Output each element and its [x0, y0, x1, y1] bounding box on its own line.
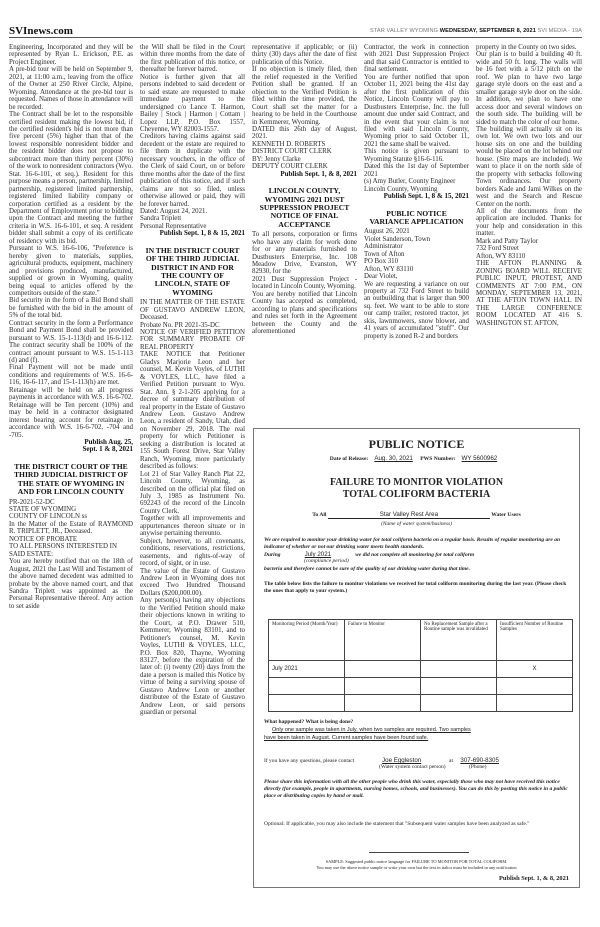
table-intro: The table below lists the failure to monitor violations we received for total coliform monitoring during the last year. (Please check the ones that apply to your system.)	[264, 581, 567, 594]
text-line: 732 Ford Street	[476, 245, 519, 253]
publish-dates: Publish Sept. 1, 8 & 15, 2021	[383, 192, 469, 201]
text-line: PO Box 310	[364, 258, 399, 266]
what-happened-answer: have been taken in August. Current samples have been found safe.	[264, 735, 429, 741]
system-name: Star Valley Rest Area	[328, 511, 490, 519]
contact-prefix: If you have any questions, please contact	[264, 758, 355, 764]
intro-end: bacteria and therefore cannot be sure of the quality of our drinking water during that time.	[264, 566, 470, 572]
text-line: Mark and Patty Taylor	[476, 237, 538, 245]
table-row	[269, 678, 573, 695]
during-rest: we did not complete all monitoring for total coliform	[355, 552, 475, 558]
table-cell	[421, 695, 497, 712]
column-2	[140, 44, 245, 844]
contact-name: Joe Eggleston	[382, 757, 422, 764]
paragraph: Subject, however, to all covenants, conditions, reservations, restrictions, easements, and rights-of-way of record, of sight, or in use.	[140, 537, 245, 568]
publish-dates: Publish Sept. 1, & 8, 2021	[280, 169, 357, 178]
table-cell	[269, 678, 345, 695]
during-label: During	[264, 552, 281, 558]
intro-text: We are required to monitor your drinking water for total coliform bacteria on a regular basis. Results of regular monitoring are an indicator of whether or not our drinking water meets health standards.	[264, 537, 561, 550]
what-happened-label: What happened? What is being done?	[264, 719, 354, 725]
paragraph: Dated this the 1st day of September 2021	[364, 163, 469, 178]
pws-value: WY 5600962	[461, 455, 498, 462]
text-line: KENNETH D. ROBERTS	[252, 140, 326, 148]
text-line: DEPUTY COURT CLERK	[252, 163, 328, 171]
text-line: Violet Sanderson, Town Administrator	[364, 235, 431, 251]
table-cell	[269, 695, 345, 712]
paragraph: This notice is given pursuant to Wyoming Statute §16-6-116.	[364, 148, 469, 163]
sample-line: SAMPLE: Suggested public notice language for FAILURE TO MONITOR FOR TOTAL COLIFORM.	[325, 859, 508, 864]
share-text: Please share this information with all the other people who drink this water, especially those who may not have received this notice directly (for example, people in apartments, nursing homes, schools, and businesses). You can do this by posting this notice in a public place or distributing copies by hand or mail.	[264, 779, 568, 799]
text-line: Probate No. PR 2021-35-DC	[140, 321, 220, 329]
text-line: Personal Representative	[140, 222, 207, 230]
paragraph: Any person(s) having any objections to the Verified Petition should make their objections known in writing to the Court, at P.O. Drawer 510, Kemmerer, Wyoming 83101, and to Petitioner's counsel, M. Kevin Voyles, LUTHI & VOYLES, LLC, P.O. Box 820, Thayne, Wyoming 83127, before the expiration of the later of: (i) twenty (20) days from the date a person is mailed this Notice by virtue of being a surviving spouse of Gustavo Andrew Leon or another distributee of the Estate of Gustavo Andrew Leon, or said persons guardian or personal	[140, 597, 245, 717]
paragraph: Final Payment will not be made until conditions and requirements of W.S. 16-6-116, 16-6-117, and 15-1-113(h) are met.	[9, 364, 133, 387]
text-line: PR-2021-52-DC	[9, 498, 55, 506]
text-line: STATE OF WYOMING	[9, 506, 77, 513]
water-users-label: Water Users	[491, 512, 521, 518]
column-4	[364, 44, 469, 428]
table-cell	[421, 661, 497, 678]
text-line: (s) Amy Butler, County Engineer	[364, 178, 456, 186]
notice-title: PUBLIC NOTICE	[368, 437, 465, 451]
paragraph: If no objection is timely filed, then the relief requested in the Verified Petition shall be granted. If an objection to the Verified Petition is filed within the time provided, the Court shall set the matter for a hearing to be held in the Courthouse in Kemmerer, Wyoming.	[252, 66, 357, 126]
paragraph: Our plan is to build a building 40 ft. wide and 50 ft. long. The walls will be 16 feet with a 5/12 pitch on the roof. We plan to have two large garage style doors on the east and a smaller garage style door on the side. In addition, we plan to have one access door and several windows on the south side. The building will be sided to match the color of our home.	[476, 51, 582, 126]
column-1	[9, 44, 133, 874]
table-cell	[421, 678, 497, 695]
contact-caption: (Water system contact person)	[379, 764, 446, 770]
violation-heading-line: FAILURE TO MONITOR VIOLATION	[329, 477, 504, 488]
paragraph: DATED this 26th day of August, 2021.	[252, 125, 357, 141]
column-5	[476, 44, 582, 428]
table-cell	[345, 678, 421, 695]
paragraph: All of the documents from the application are included. Thanks for your help and consideration in this matter.	[476, 207, 582, 238]
text-line: August 26, 2021	[364, 228, 410, 236]
table-header: No Replacement Sample after a Routine sample was invalidated	[421, 620, 497, 661]
text-line: Afton, WY 83110	[476, 252, 526, 260]
table-header: Insufficient Number of Routine Samples	[497, 620, 573, 661]
to-all-line	[254, 511, 579, 519]
table-row	[269, 695, 573, 712]
text-line: Dated: August 24, 2021.	[140, 207, 208, 215]
paragraph: Creditors having claims against said decedent or the estate are required to file them in duplicate with the necessary vouchers, in the office of the Clerk of said Court, on or before three months after the date of the first publication of this notice, and if such claims are not so filed, unless otherwise allowed or paid, they will be forever barred.	[140, 133, 245, 208]
paragraph: 2021 Dust Suppression Project - located in Lincoln County, Wyoming.	[252, 275, 357, 291]
paragraph: NOTICE OF VERIFIED PETITION FOR SUMMARY PROBATE OF REAL PROPERTY	[140, 329, 245, 351]
text-line: Dear Violet,	[364, 273, 398, 281]
paragraph: Lot 21 of Star Valley Ranch Plat 22, Lincoln County, Wyoming, as described on the official plat filed on July 3, 1985 as Instrument No. 692243 of the record of the Lincoln County Clerk.	[140, 470, 245, 515]
system-caption: (Name of water system/business)	[381, 521, 452, 527]
header-location: STAR VALLEY WYOMING	[370, 28, 439, 34]
publish-dates: Publish Aug. 25,	[84, 438, 133, 447]
contact-at: at	[449, 758, 453, 764]
table-header-row	[269, 620, 573, 661]
text-line: DISTRICT COURT CLERK	[252, 148, 332, 156]
header-rule	[9, 37, 582, 38]
paragraph: In the Matter of the Estate of RAYMOND R. TRIPLETT, JR., Deceased.	[9, 520, 133, 536]
text-line: Sandra Triplett	[140, 215, 182, 223]
page-header	[370, 28, 582, 34]
paragraph: Bid security in the form of a Bid Bond shall be furnished with the bid in the amount of 5% of the total bid.	[9, 297, 133, 320]
publish-dates: Publish Sept. 1, & 8, 2021	[499, 875, 569, 882]
publish-dates: Publish Sept. 1, 8 & 15, 2021	[159, 229, 245, 238]
divider	[369, 852, 469, 853]
paragraph: A pre-bid tour will be held on September 9, 2021, at 11:00 a.m., leaving from the office of the Owner at 250 River Circle, Alpine, Wyoming. Attendance at the pre-bid tour is requested. Names of those in attendance will be recorded.	[9, 66, 133, 111]
paragraph: TAKE NOTICE that Petitioner Gladys Marjorie Leon and her counsel, M. Kevin Voyles, of LUTHI & VOYLES, LLC, have filed a Verified Petition pursuant to Wyo. Stat. Ann. § 2-1-205 applying for a decree of summary distribution of real property in the Estate of Gustavo Andrew Leon. Gustavo Andrew Leon, a resident of Sandy, Utah, died on November 29, 2018. The real property for which Petitioner is seeking a distribution is located at 155 South Forest Drive, Star Valley Ranch, Wyoming, more particularly described as follows:	[140, 351, 245, 471]
notice-heading: PUBLIC NOTICE VARIANCE APPLICATION	[369, 208, 464, 226]
paragraph: You are hereby notified that Lincoln County has accepted as completed, according to plans and specifications and rules set forth in the Agreement between the County and the aforementioned	[252, 290, 357, 336]
paragraph: IN THE MATTER OF THE ESTATE OF GUSTAVO ANDREW LEON, Deceased.	[140, 299, 245, 322]
text-line: NOTICE OF PROBATE	[9, 535, 78, 543]
paragraph: the Will shall be filed in the Court within three months from the date of the first publication of this notice, or thereafter be forever barred.	[140, 44, 245, 74]
phone-caption: (Phone)	[468, 764, 487, 770]
violations-table	[268, 619, 573, 712]
paragraph: You are further notified that upon October 11, 2021 being the 41st day after the first publication of this Notice, Lincoln County will pay to Dustbusters Enterprise, Inc. the full amount due under said Contract, and in the event that your claim is not filed with said Lincoln County, Wyoming prior to said October 11, 2021 the same shall be waived.	[364, 73, 469, 148]
table-row	[269, 661, 573, 678]
table-cell	[345, 661, 421, 678]
paragraph: Contract security in the form a Performance Bond and Payment Bond shall be provided pursuant to W.S. 15-1-113(d) and 16-6-112. The contract security shall be 100% of the contract amount pursuant to W.S. 15-1-113 (d) and (f).	[9, 319, 133, 365]
contact-captions	[379, 764, 569, 771]
paragraph: We are requesting a variance on our property at 732 Ford Street to build an outbuilding that is larger than 900 sq. feet. We want to be able to store our camp trailer, restored tractor, jet skis, lawnmowers, snow blower, and 41 years of accumulated "stuff". Our property is zoned R-2 and borders	[364, 280, 469, 340]
period-caption: (compliance period)	[304, 558, 349, 564]
paragraph: property in the County on two sides.	[476, 44, 577, 51]
optional-text: Optional: If applicable, you may also include the statement that "Subsequent water samples have been analyzed as safe."	[264, 821, 530, 827]
paragraph: Engineering, Incorporated and they will be represented by Ryan L. Erickson, P.E. as Project Engineer.	[9, 44, 133, 66]
table-cell: X	[497, 661, 573, 678]
notice-heading: THE DISTRICT COURT OF THE THIRD JUDICIAL DISTRICT OF THE STATE OF WYOMING IN AND FOR LINCOLN COUNTY	[13, 461, 128, 497]
paragraph: representative if applicable; or (ii) thirty (30) days after the date of first publication of this Notice.	[252, 44, 357, 66]
text-line: Town of Afton	[364, 250, 405, 258]
paragraph: Retainage will be held on all progress payments in accordance with W.S. 16-6-702. Retainage will be Ten percent (10%) and may be held in a contractor designated interest bearing account for retainage in accordance with W.S. 16-6-702, -704 and -705.	[9, 386, 133, 439]
table-header: Failure to Monitor	[345, 620, 421, 661]
text-line: Lincoln County, Wyoming	[364, 185, 438, 193]
site-name: SVInews.com	[9, 25, 73, 37]
sample-note	[254, 859, 579, 870]
paragraph: Together with all improvements and appurtenances thereon situate or in anywise pertaining thereunto.	[140, 515, 245, 538]
paragraph: You are hereby notified that on the 18th of August, 2021 the Last Will and Testament of the above named decedent was admitted to probate by the above named court, and that Sandra Triplett was appointed as the Personal Representative thereof. Any action to set aside	[9, 558, 133, 610]
paragraph: The value of the Estate of Gustavo Andrew Leon in Wyoming does not exceed Two Hundred Thousand Dollars ($200,000.00).	[140, 567, 245, 597]
what-happened-answer: Only one sample was taken in July, when two samples are required. Two samples	[272, 727, 471, 733]
table-cell: July 2021	[269, 661, 345, 678]
publish-dates: Sept. 1 & 8, 2021	[82, 445, 133, 454]
public-notice-box	[253, 428, 580, 888]
release-label: Date of Release:	[329, 456, 369, 462]
text-line: COUNTY OF LINCOLN ss	[9, 513, 88, 521]
notice-heading: LINCOLN COUNTY, WYOMING 2021 DUST SUPPRESSION PROJECT NOTICE OF FINAL ACCEPTANCE	[259, 186, 350, 229]
to-all-label: To All	[312, 512, 327, 518]
paragraph: THE AFTON PLANNING & ZONING BOARD WILL RECEIVE PUBLIC INPUT, PROTEST, AND COMMENTS AT 7:00 P.M., ON MONDAY, SEPTEMBER 13, 2021, AT THE AFTON TOWN HALL IN THE LARGE CONFERENCE ROOM LOCATED AT 416 S. WASHINGTON ST. AFTON,	[476, 260, 582, 327]
paragraph: To all persons, corporation or firms who have any claim for work done for or any materials furnished to Dustbusters Enterprise, Inc. 108 Meadow Drive, Evanston, WY 82930, for the	[252, 231, 357, 276]
violation-heading	[254, 477, 579, 501]
table-header: Monitoring Period (Month/Year)	[269, 620, 345, 661]
text-line: TO ALL PERSONS INTERESTED IN SAID ESTATE:	[9, 543, 117, 558]
header-edition: SVI MEDIA - 19A	[537, 28, 582, 34]
header-date: WEDNESDAY, SEPTEMBER 8, 2021	[439, 28, 536, 34]
paragraph: Notice is further given that all persons indebted to said decedent or to said estate are requested to make immediate payment to the undersigned c/o Lance T. Harmon, Bailey | Stock | Harmon | Cottam | Lopez LLP, P.O. Box 1557, Cheyenne, WY 82003-1557.	[140, 73, 245, 133]
contact-phone: 307-690-8305	[460, 757, 499, 764]
text-line: Afton, WY 83110	[364, 265, 414, 273]
sample-line: You may use the above notice sample or write your own but the text in italics must be included in any notification	[316, 864, 517, 870]
text-line: BY: Jenny Clarke	[252, 155, 301, 163]
paragraph: Contractor, the work in connection with 2021 Dust Suppression Project and that said Contractor is entitled to final settlement.	[364, 44, 469, 74]
paragraph: Pursuant to W.S. 16-6-106, "Preference is hereby given to materials, supplies, agricultural products, equipment, machinery and provisions produced, manufactured, supplied or grown in Wyoming, quality being equal to articles offered by the competitors outside of the state."	[9, 245, 133, 297]
release-line	[254, 455, 579, 462]
pws-label: PWS Number:	[420, 456, 456, 462]
paragraph: The building will actually sit on its own lot. We own two lots and our house sits on one and the building would be placed on the lot behind our house. (Site maps are included). We want to place it on the north side of the property with setbacks following Town ordinances. Our property borders Kade and Jami Wilkes on the west and the Search and Rescue Center on the north.	[476, 125, 582, 208]
table-cell	[497, 695, 573, 712]
table-cell	[497, 678, 573, 695]
release-value: Aug. 30, 2021	[374, 455, 413, 462]
paragraph: The Contract shall be let to the responsible certified resident making the lowest bid, if the certified resident's bid is not more than five percent (5%) higher than that of the lowest responsible nonresident bidder and the resident bidder does not propose to subcontract more than thirty percent (30%) of the work to nonresident contractors (Wyo. Stat. 16-6-101, et seq.). Resident for this purpose means a person, partnership, limited partnership, registered limited partnership, registered limited liability company or corporation certified as a resident by the Department of Employment prior to bidding upon the Contract and meeting the further criteria in W.S. 16-6-101, et seq. A resident bidder shall submit a copy of its certificate of residency with its bid.	[9, 111, 133, 245]
violation-heading-line: TOTAL COLIFORM BACTERIA	[342, 489, 491, 500]
notice-heading: IN THE DISTRICT COURT OF THE THIRD JUDICIAL DISTRICT IN AND FOR THE COUNTY OF LINCOLN, STATE OF WYOMING	[145, 245, 240, 297]
period-value: July 2021	[304, 551, 332, 558]
table-cell	[345, 695, 421, 712]
column-3	[252, 44, 357, 428]
